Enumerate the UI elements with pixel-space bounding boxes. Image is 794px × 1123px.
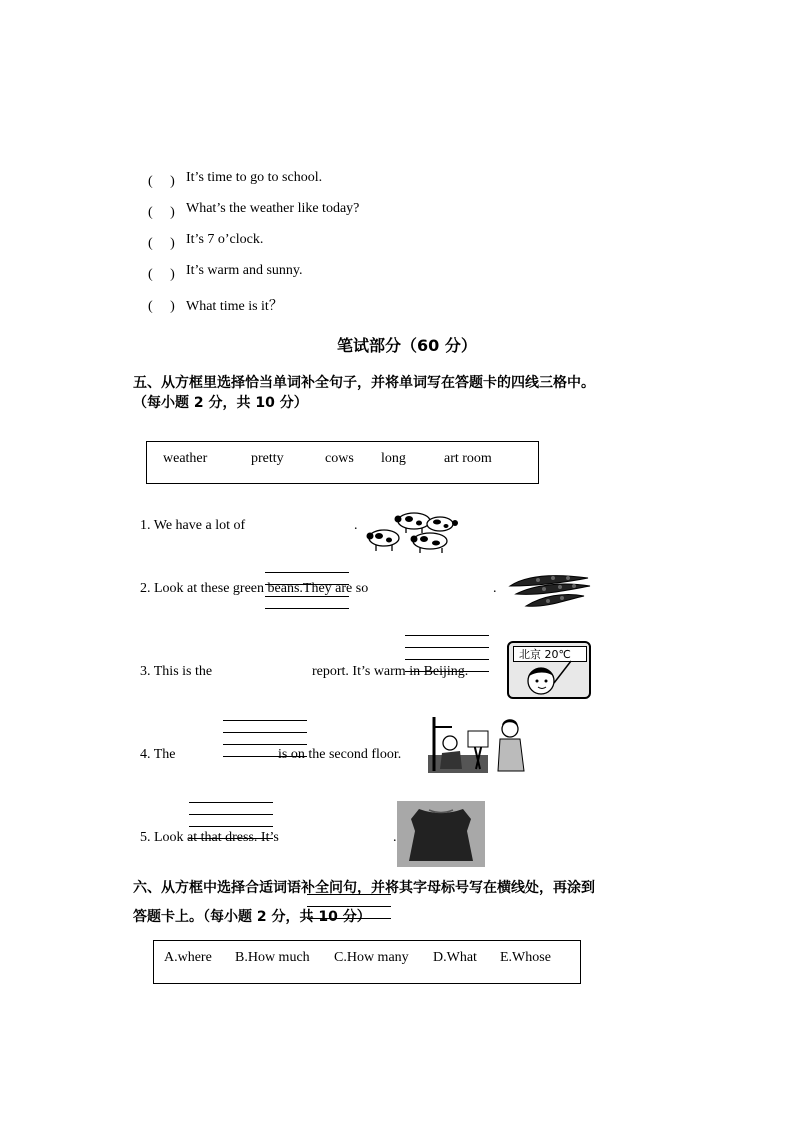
question-4-end: is on the second floor. bbox=[278, 747, 402, 762]
option-item: B.How much bbox=[235, 950, 310, 965]
word-bank-item: cows bbox=[325, 451, 354, 466]
matching-item: What time is it？ bbox=[186, 299, 283, 314]
answer-paren[interactable]: ( ) bbox=[148, 236, 175, 251]
question-2-end: . bbox=[493, 581, 497, 596]
option-item: C.How many bbox=[334, 950, 409, 965]
matching-item: It’s 7 o’clock. bbox=[186, 232, 264, 247]
question-2-text: 2. Look at these green beans.They are so bbox=[140, 581, 369, 596]
answer-paren[interactable]: ( ) bbox=[148, 267, 175, 282]
matching-item: What’s the weather like today? bbox=[186, 201, 360, 216]
word-bank-item: art room bbox=[444, 451, 492, 466]
matching-item: It’s time to go to school. bbox=[186, 170, 323, 185]
question-1-text: 1. We have a lot of bbox=[140, 518, 246, 533]
word-bank-item: long bbox=[381, 451, 406, 466]
answer-paren[interactable]: ( ) bbox=[148, 299, 175, 314]
word-bank-item: pretty bbox=[251, 451, 284, 466]
question-4-text: 4. The bbox=[140, 747, 176, 762]
answer-paren[interactable]: ( ) bbox=[148, 174, 175, 189]
question-1-end: . bbox=[354, 518, 358, 533]
word-bank-item: weather bbox=[163, 451, 208, 466]
option-item: D.What bbox=[433, 950, 477, 965]
answer-lines[interactable] bbox=[307, 894, 391, 918]
section5-instruction-score: （每小题 2 分，共 10 分） bbox=[133, 395, 308, 411]
cows-icon bbox=[362, 508, 460, 554]
section6-instruction: 六、从方框中选择合适词语补全问句，并将其字母标号写在横线处，再涂到 bbox=[133, 880, 595, 896]
dress-image bbox=[397, 801, 485, 867]
question-3-end: report. It’s warm in Beijing. bbox=[312, 664, 469, 679]
question-5-text: 5. Look at that dress. It’s bbox=[140, 830, 279, 845]
option-box bbox=[153, 940, 581, 984]
reporter-icon bbox=[509, 643, 589, 697]
section5-instruction: 五、从方框里选择恰当单词补全句子，并将单词写在答题卡的四线三格中。 bbox=[133, 375, 595, 391]
section6-instruction-score: 答题卡上。（每小题 2 分，共 10 分） bbox=[133, 909, 371, 925]
option-item: E.Whose bbox=[500, 950, 551, 965]
question-5-end: . bbox=[393, 830, 397, 845]
art-room-icon bbox=[428, 715, 526, 773]
word-bank-box bbox=[146, 441, 539, 484]
answer-paren[interactable]: ( ) bbox=[148, 205, 175, 220]
dress-icon bbox=[397, 801, 485, 867]
green-beans-icon bbox=[508, 572, 592, 610]
question-3-text: 3. This is the bbox=[140, 664, 213, 679]
matching-item: It’s warm and sunny. bbox=[186, 263, 303, 278]
written-part-title: 笔试部分（60 分） bbox=[337, 336, 477, 355]
option-item: A.where bbox=[164, 950, 212, 965]
weather-sign-text: 北京 20℃ bbox=[519, 648, 571, 661]
weather-report-image bbox=[507, 641, 591, 699]
